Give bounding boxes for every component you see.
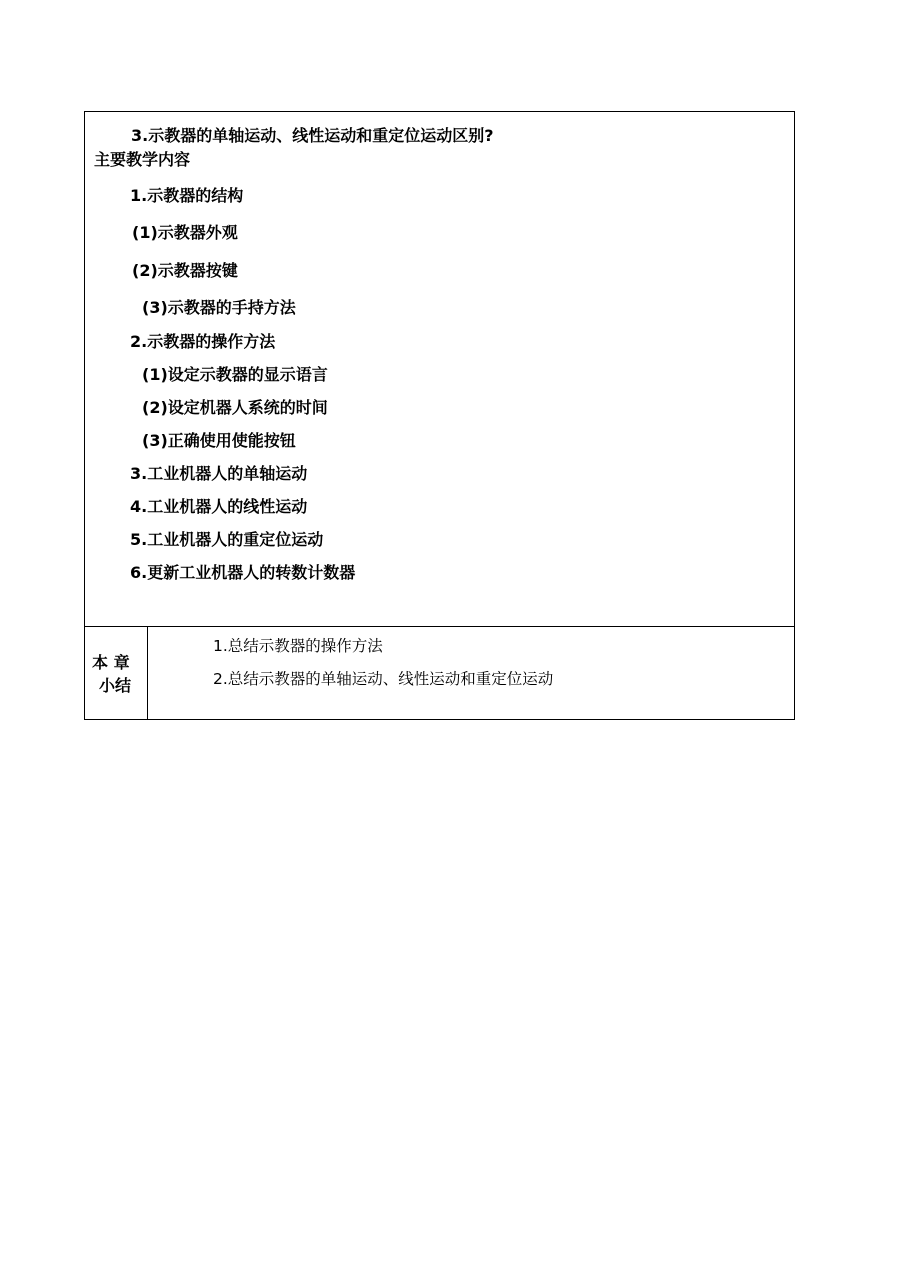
list-item: 3.工业机器人的单轴运动 [130,464,308,483]
lesson-table [84,111,795,720]
chapter-summary-label-line2: 小结 [99,676,132,695]
list-item: (2)示教器按键 [132,261,238,280]
list-item: (3)示教器的手持方法 [142,298,296,317]
chapter-summary-label-line1: 本 章 [92,653,130,672]
list-item: 4.工业机器人的线性运动 [130,497,308,516]
list-item: (3)正确使用使能按钮 [142,431,296,450]
list-item: (2)设定机器人系统的时间 [142,398,328,417]
section-heading: 主要教学内容 [94,150,191,169]
list-item: (1)示教器外观 [132,223,238,242]
chapter-summary-label-cell [85,626,148,719]
list-item: (1)设定示教器的显示语言 [142,365,328,384]
list-item: 6.更新工业机器人的转数计数器 [130,563,356,582]
question-3: 3.示教器的单轴运动、线性运动和重定位运动区别? [131,126,494,145]
list-item: 5.工业机器人的重定位运动 [130,530,324,549]
teaching-content-cell [85,112,794,627]
summary-item: 1.总结示教器的操作方法 [213,637,383,655]
summary-item: 2.总结示教器的单轴运动、线性运动和重定位运动 [213,670,554,688]
list-item: 2.示教器的操作方法 [130,332,276,351]
list-item: 1.示教器的结构 [130,186,244,205]
